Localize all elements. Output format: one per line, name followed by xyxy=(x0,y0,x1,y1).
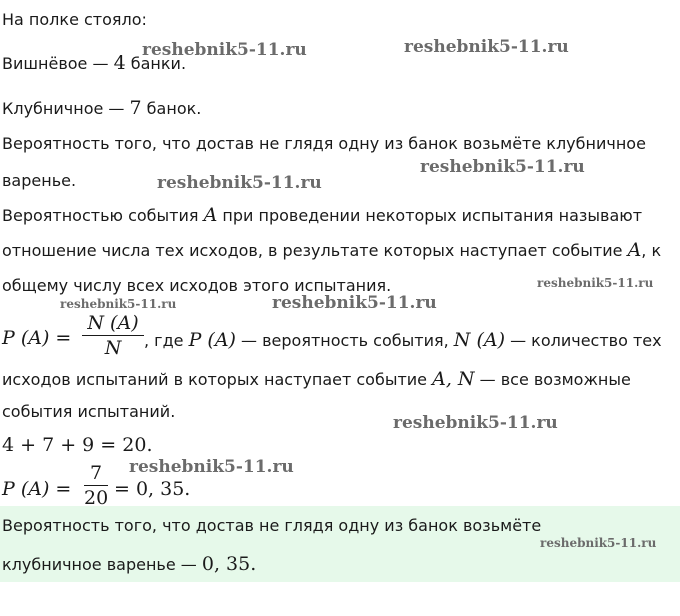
watermark: reshebnik5-11.ru xyxy=(393,413,558,433)
definition-line-3: общему числу всех исходов этого испытания. xyxy=(2,276,392,295)
formula-explanation-3: события испытаний. xyxy=(2,402,176,421)
text-line-1: На полке стояло: xyxy=(2,10,147,29)
watermark: reshebnik5-11.ru xyxy=(272,293,437,313)
watermark: reshebnik5-11.ru xyxy=(540,536,657,550)
watermark: reshebnik5-11.ru xyxy=(60,297,177,311)
fraction-bar xyxy=(82,335,144,336)
formula-lhs: P (A) = xyxy=(2,327,72,349)
answer-line-2: клубничное варенье — 0, 35. xyxy=(2,553,257,575)
text-line-cherry: Вишнёвое — 4 банки. xyxy=(2,52,187,74)
result-fraction-bar xyxy=(84,485,108,486)
text-line-question-2: варенье. xyxy=(2,171,77,190)
watermark: reshebnik5-11.ru xyxy=(420,157,585,177)
fraction-denominator: N xyxy=(104,337,122,359)
result-numerator: 7 xyxy=(89,462,103,484)
formula-explanation-2: исходов испытаний в которых наступает событие A, N — все возможные xyxy=(2,368,631,390)
result-lhs: P (A) = xyxy=(2,478,72,500)
result-rhs: = 0, 35. xyxy=(114,478,191,500)
watermark: reshebnik5-11.ru xyxy=(537,276,654,290)
text-line-strawberry: Клубничное — 7 банок. xyxy=(2,97,202,119)
fraction-numerator: N (A) xyxy=(87,312,139,334)
result-fraction xyxy=(84,462,108,509)
formula-explanation: , где P (A) — вероятность события, N (A) — количество тех xyxy=(144,329,662,351)
result-denominator: 20 xyxy=(84,487,109,509)
answer-line-1: Вероятность того, что достав не глядя одну из банок возьмёте xyxy=(2,516,542,535)
text-line-question-1: Вероятность того, что достав не глядя одну из банок возьмёте клубничное xyxy=(2,134,646,153)
watermark: reshebnik5-11.ru xyxy=(129,457,294,477)
formula-fraction xyxy=(82,312,144,359)
definition-line-1: Вероятностью события A при проведении некоторых испытания называют xyxy=(2,204,643,226)
watermark: reshebnik5-11.ru xyxy=(157,173,322,193)
sum-equation: 4 + 7 + 9 = 20. xyxy=(2,434,153,456)
definition-line-2: отношение числа тех исходов, в результате которых наступает событие A, к xyxy=(2,239,662,261)
watermark: reshebnik5-11.ru xyxy=(404,37,569,57)
watermark: reshebnik5-11.ru xyxy=(142,40,307,60)
